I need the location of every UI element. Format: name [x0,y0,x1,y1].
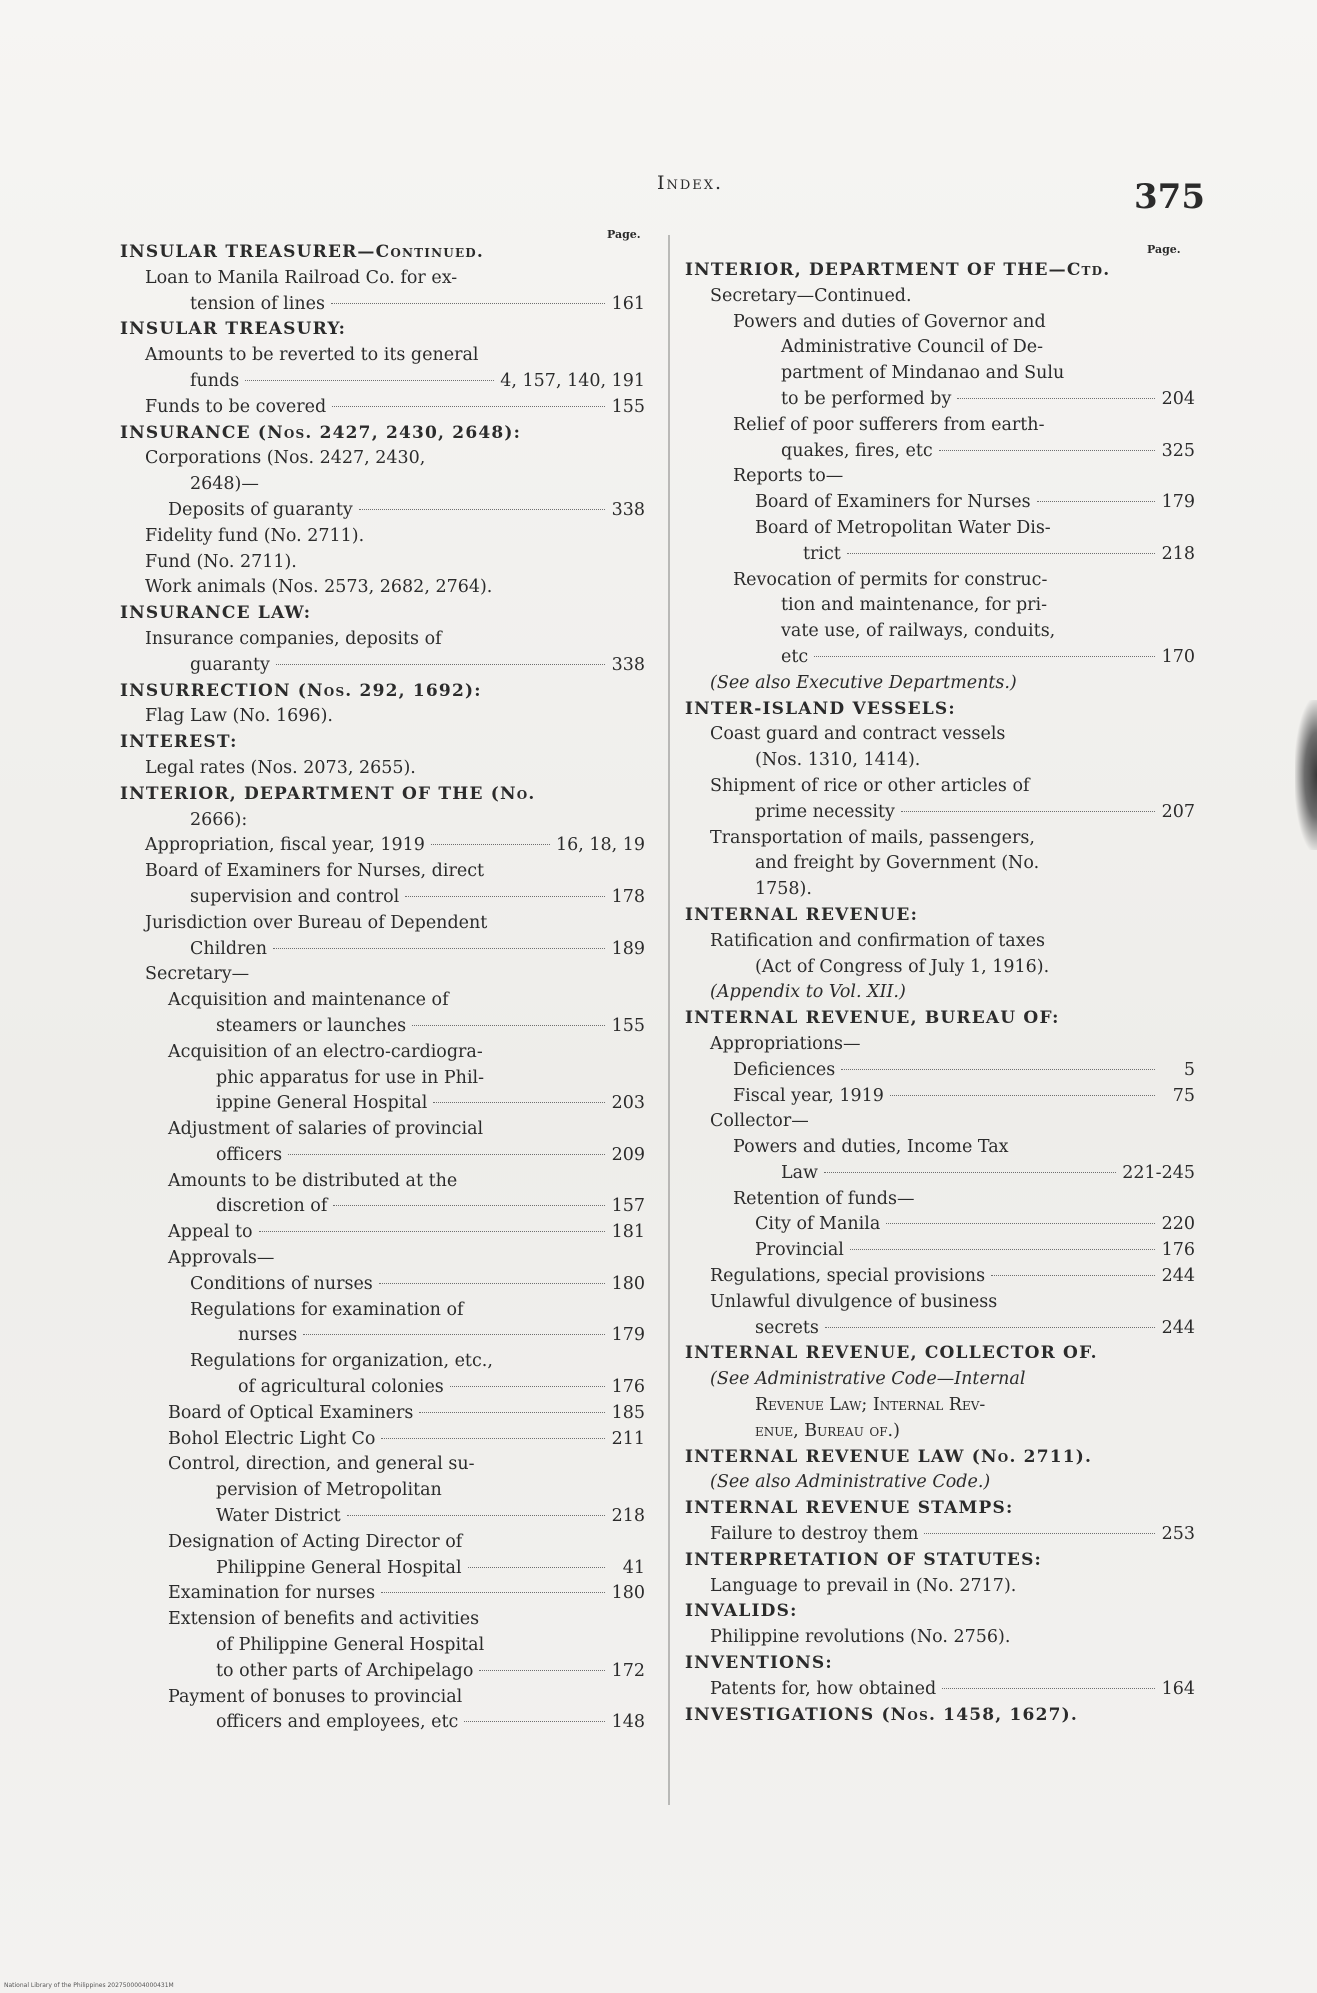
index-entry [120,292,645,318]
entry-text: Patents for, how obtained [710,1678,937,1699]
index-entry [685,439,1195,465]
dot-leader [259,1231,605,1232]
footer-credit: National Library of the Philippines 2027500004000431M [4,1982,174,1989]
index-line: Relief of poor sufferers from earth- [733,414,1045,435]
index-line: Administrative Council of De- [781,337,1044,358]
index-heading: INTERNAL REVENUE STAMPS: [685,1498,1014,1519]
index-heading: INTEREST: [120,732,238,753]
page-column-label-left: Page. [607,228,641,241]
page-reference: 204 [1161,388,1195,409]
index-column-left [120,240,645,1736]
index-line: enue, Bureau of.) [755,1420,900,1441]
dot-leader [942,1688,1155,1689]
index-heading: INVENTIONS: [685,1653,833,1674]
entry-text: steamers or launches [216,1015,407,1036]
index-line: vate use, of railways, conduits, [781,621,1056,642]
page-title: Index. [656,172,724,194]
index-line: Acquisition and maintenance of [168,990,449,1011]
index-entry [120,498,645,524]
page-number: 375 [1134,177,1205,217]
page-reference: 180 [611,1583,645,1604]
column-divider [668,235,670,1805]
page-reference: 179 [1161,492,1195,513]
index-heading: INSURRECTION (Nos. 292, 1692): [120,680,482,701]
entry-text: prime necessity [755,801,895,822]
index-heading: INTERNAL REVENUE, BUREAU OF: [685,1008,1060,1029]
entry-text: funds [190,370,240,391]
entry-text: Regulations, special provisions [710,1266,986,1287]
entry-text: etc [781,646,809,667]
index-line: Board of Examiners for Nurses, direct [145,861,485,882]
index-entry [120,1272,645,1298]
page-reference: 172 [611,1660,645,1681]
entry-text: Children [190,938,268,959]
entry-text: Board of Optical Examiners [168,1402,414,1423]
index-heading: INSURANCE (Nos. 2427, 2430, 2648): [120,422,522,443]
dot-leader [924,1533,1155,1534]
page-reference: 220 [1161,1214,1195,1235]
entry-text: Failure to destroy them [710,1524,919,1545]
index-line: Appropriations— [710,1033,861,1054]
index-line: (Act of Congress of July 1, 1916). [755,956,1050,977]
index-heading: INTERPRETATION OF STATUTES: [685,1549,1043,1570]
dot-leader [468,1567,605,1568]
page-reference: 16, 18, 19 [555,835,645,856]
index-entry [120,1581,645,1607]
index-entry [685,1677,1195,1703]
index-entry [120,1427,645,1453]
index-line: 2666): [190,809,248,830]
index-entry [685,645,1195,671]
page-reference: 161 [611,293,645,314]
index-line: Loan to Manila Railroad Co. for ex- [145,267,458,288]
index-heading: INTERNAL REVENUE, COLLECTOR OF. [685,1343,1098,1364]
entry-text: Appeal to [168,1222,253,1243]
index-line: Board of Metropolitan Water Dis- [755,517,1051,538]
entry-text: trict [803,543,841,564]
page-reference: 218 [1161,543,1195,564]
index-line: Amounts to be reverted to its general [145,345,479,366]
index-line: Collector— [710,1111,809,1132]
index-entry [685,1058,1195,1084]
index-line: Flag Law (No. 1696). [145,706,333,727]
page-reference: 170 [1161,646,1195,667]
index-line: Fund (No. 2711). [145,551,297,572]
index-entry [120,1401,645,1427]
page-reference: 338 [611,499,645,520]
index-line: tion and maintenance, for pri- [781,595,1048,616]
dot-leader [303,1334,605,1335]
dot-leader [333,1205,605,1206]
entry-text: Deposits of guaranty [168,499,353,520]
entry-text: officers [216,1144,283,1165]
page-reference: 203 [611,1093,645,1114]
index-line: Legal rates (Nos. 2073, 2655). [145,757,416,778]
dot-leader [431,844,550,845]
dot-leader [276,664,605,665]
dot-leader [433,1102,605,1103]
page-reference: 221-245 [1122,1162,1195,1183]
page-reference: 244 [1161,1266,1195,1287]
index-line: Regulations for organization, etc., [190,1351,493,1372]
index-entry [120,1323,645,1349]
index-entry [120,1556,645,1582]
page-reference: 244 [1161,1317,1195,1338]
page-reference: 75 [1172,1085,1195,1106]
index-line: Revocation of permits for construc- [733,569,1048,590]
dot-leader [847,553,1155,554]
index-line: Adjustment of salaries of provincial [168,1119,484,1140]
index-entry [120,1014,645,1040]
page-column-label-right: Page. [1147,243,1181,256]
index-entry [120,395,645,421]
index-line: Retention of funds— [733,1188,915,1209]
page-reference: 176 [1161,1240,1195,1261]
dot-leader [381,1592,605,1593]
page-reference: 218 [611,1506,645,1527]
entry-text: ippine General Hospital [216,1093,428,1114]
index-line: phic apparatus for use in Phil- [216,1067,485,1088]
entry-text: Philippine General Hospital [216,1557,462,1578]
page-reference: 178 [611,886,645,907]
page-reference: 338 [611,654,645,675]
index-entry [685,1522,1195,1548]
entry-text: Provincial [755,1240,844,1261]
entry-text: Appropriation, fiscal year, 1919 [145,835,425,856]
page-reference: 148 [611,1712,645,1733]
entry-text: Deficiences [733,1059,836,1080]
index-entry [120,1091,645,1117]
dot-leader [479,1670,605,1671]
dot-leader [825,1327,1155,1328]
index-entry [685,387,1195,413]
index-line: of Philippine General Hospital [216,1635,485,1656]
dot-leader [419,1412,605,1413]
index-entry [120,937,645,963]
index-entry [120,1504,645,1530]
page-reference: 5 [1183,1059,1195,1080]
index-entry [120,1220,645,1246]
index-line: Acquisition of an electro-cardiogra- [168,1041,483,1062]
index-line: pervision of Metropolitan [216,1480,442,1501]
index-line: Jurisdiction over Bureau of Dependent [145,912,488,933]
index-entry [120,1143,645,1169]
index-line: Work animals (Nos. 2573, 2682, 2764). [145,577,493,598]
page-reference: 180 [611,1273,645,1294]
entry-text: of agricultural colonies [238,1377,444,1398]
page-reference: 179 [611,1325,645,1346]
index-heading: INSURANCE LAW: [120,603,312,624]
index-line: Coast guard and contract vessels [710,724,1006,745]
entry-text: City of Manila [755,1214,881,1235]
dot-leader [957,398,1155,399]
index-line: (See also Executive Departments.) [710,672,1017,693]
index-line: Fidelity fund (No. 2711). [145,525,365,546]
dot-leader [245,380,494,381]
dot-leader [359,509,605,510]
entry-text: to other parts of Archipelago [216,1660,474,1681]
index-heading: INVALIDS: [685,1601,798,1622]
entry-text: tension of lines [190,293,325,314]
index-entry [685,1084,1195,1110]
entry-text: supervision and control [190,886,400,907]
page-reference: 185 [611,1402,645,1423]
index-line: (See also Administrative Code.) [710,1472,991,1493]
index-line: Extension of benefits and activities [168,1609,480,1630]
dot-leader [331,303,605,304]
dot-leader [939,450,1155,451]
index-entry [120,833,645,859]
page-reference: 325 [1161,440,1195,461]
dot-leader [450,1386,605,1387]
index-line: Language to prevail in (No. 2717). [710,1575,1017,1596]
dot-leader [379,1283,605,1284]
entry-text: quakes, fires, etc [781,440,933,461]
index-line: Reports to— [733,466,844,487]
index-line: 1758). [755,879,812,900]
index-entry [120,885,645,911]
index-entry [685,1212,1195,1238]
page-edge-shadow [1295,700,1317,850]
dot-leader [901,811,1155,812]
entry-text: Law [781,1162,819,1183]
index-heading: INSULAR TREASURER—Continued. [120,242,485,262]
dot-leader [273,948,605,949]
page-reference: 157 [611,1196,645,1217]
index-entry [685,1264,1195,1290]
index-heading: INTERIOR, DEPARTMENT OF THE—Ctd. [685,260,1111,280]
dot-leader [332,406,605,407]
dot-leader [841,1069,1155,1070]
index-line: Unlawful divulgence of business [710,1291,998,1312]
index-line: Regulations for examination of [190,1299,464,1320]
index-line: Approvals— [168,1248,275,1269]
page-reference: 207 [1161,801,1195,822]
dot-leader [381,1438,605,1439]
entry-text: Bohol Electric Light Co [168,1428,376,1449]
index-entry [685,490,1195,516]
index-line: Designation of Acting Director of [168,1531,463,1552]
index-entry [685,1316,1195,1342]
index-line: Transportation of mails, passengers, [710,827,1035,848]
index-line: Philippine revolutions (No. 2756). [710,1627,1011,1648]
entry-text: nurses [238,1325,298,1346]
entry-text: discretion of [216,1196,328,1217]
index-entry [685,800,1195,826]
index-heading: INTERNAL REVENUE LAW (No. 2711). [685,1446,1093,1467]
dot-leader [886,1223,1155,1224]
index-line: Powers and duties, Income Tax [733,1137,1009,1158]
entry-text: guaranty [190,654,270,675]
page-reference: 155 [611,1015,645,1036]
dot-leader [1037,501,1155,502]
page-reference: 253 [1161,1524,1195,1545]
dot-leader [890,1095,1155,1096]
index-line: Control, direction, and general su- [168,1454,475,1475]
page-reference: 41 [622,1557,645,1578]
dot-leader [412,1025,605,1026]
entry-text: Funds to be covered [145,396,327,417]
entry-text: officers and employees, etc [216,1712,459,1733]
index-line: partment of Mindanao and Sulu [781,363,1065,384]
index-heading: INSULAR TREASURY: [120,319,347,340]
index-entry [120,1375,645,1401]
index-line: (Nos. 1310, 1414). [755,750,921,771]
dot-leader [405,896,605,897]
index-line: Shipment of rice or other articles of [710,775,1030,796]
index-line: Revenue Law; Internal Rev- [755,1395,986,1416]
page-reference: 155 [611,396,645,417]
page-reference: 189 [611,938,645,959]
entry-text: Examination for nurses [168,1583,376,1604]
index-line: Secretary— [145,964,250,985]
index-entry [685,542,1195,568]
dot-leader [347,1515,605,1516]
page-reference: 176 [611,1377,645,1398]
index-line: Secretary—Continued. [710,285,912,306]
dot-leader [991,1275,1155,1276]
entry-text: secrets [755,1317,819,1338]
index-heading: INVESTIGATIONS (Nos. 1458, 1627). [685,1704,1079,1725]
index-heading: INTERNAL REVENUE: [685,904,919,925]
index-entry [685,1161,1195,1187]
entry-text: to be performed by [781,388,952,409]
index-entry [120,653,645,679]
index-entry [120,1710,645,1736]
dot-leader [464,1721,605,1722]
index-line: 2648)— [190,474,259,495]
entry-text: Water District [216,1506,341,1527]
entry-text: Board of Examiners for Nurses [755,492,1031,513]
page-reference: 209 [611,1144,645,1165]
entry-text: Fiscal year, 1919 [733,1085,884,1106]
index-line: Corporations (Nos. 2427, 2430, [145,448,426,469]
index-heading: INTER-ISLAND VESSELS: [685,698,956,719]
index-line: and freight by Government (No. [755,853,1040,874]
index-entry [685,1238,1195,1264]
page-reference: 164 [1161,1678,1195,1699]
index-entry [120,1659,645,1685]
page-reference: 4, 157, 140, 191 [500,370,645,391]
page-reference: 181 [611,1222,645,1243]
index-line: Insurance companies, deposits of [145,628,442,649]
index-line: (Appendix to Vol. XII.) [710,982,906,1003]
index-entry [120,1194,645,1220]
index-column-right [685,258,1195,1728]
dot-leader [288,1154,605,1155]
index-line: Powers and duties of Governor and [733,311,1046,332]
page-reference: 211 [611,1428,645,1449]
dot-leader [824,1172,1116,1173]
index-line: Ratification and confirmation of taxes [710,930,1045,951]
index-line: (See Administrative Code—Internal [710,1369,1026,1390]
dot-leader [850,1249,1155,1250]
dot-leader [814,656,1155,657]
index-entry [120,369,645,395]
index-line: Payment of bonuses to provincial [168,1686,463,1707]
index-line: Amounts to be distributed at the [168,1170,458,1191]
entry-text: Conditions of nurses [190,1273,373,1294]
index-heading: INTERIOR, DEPARTMENT OF THE (No. [120,783,536,804]
